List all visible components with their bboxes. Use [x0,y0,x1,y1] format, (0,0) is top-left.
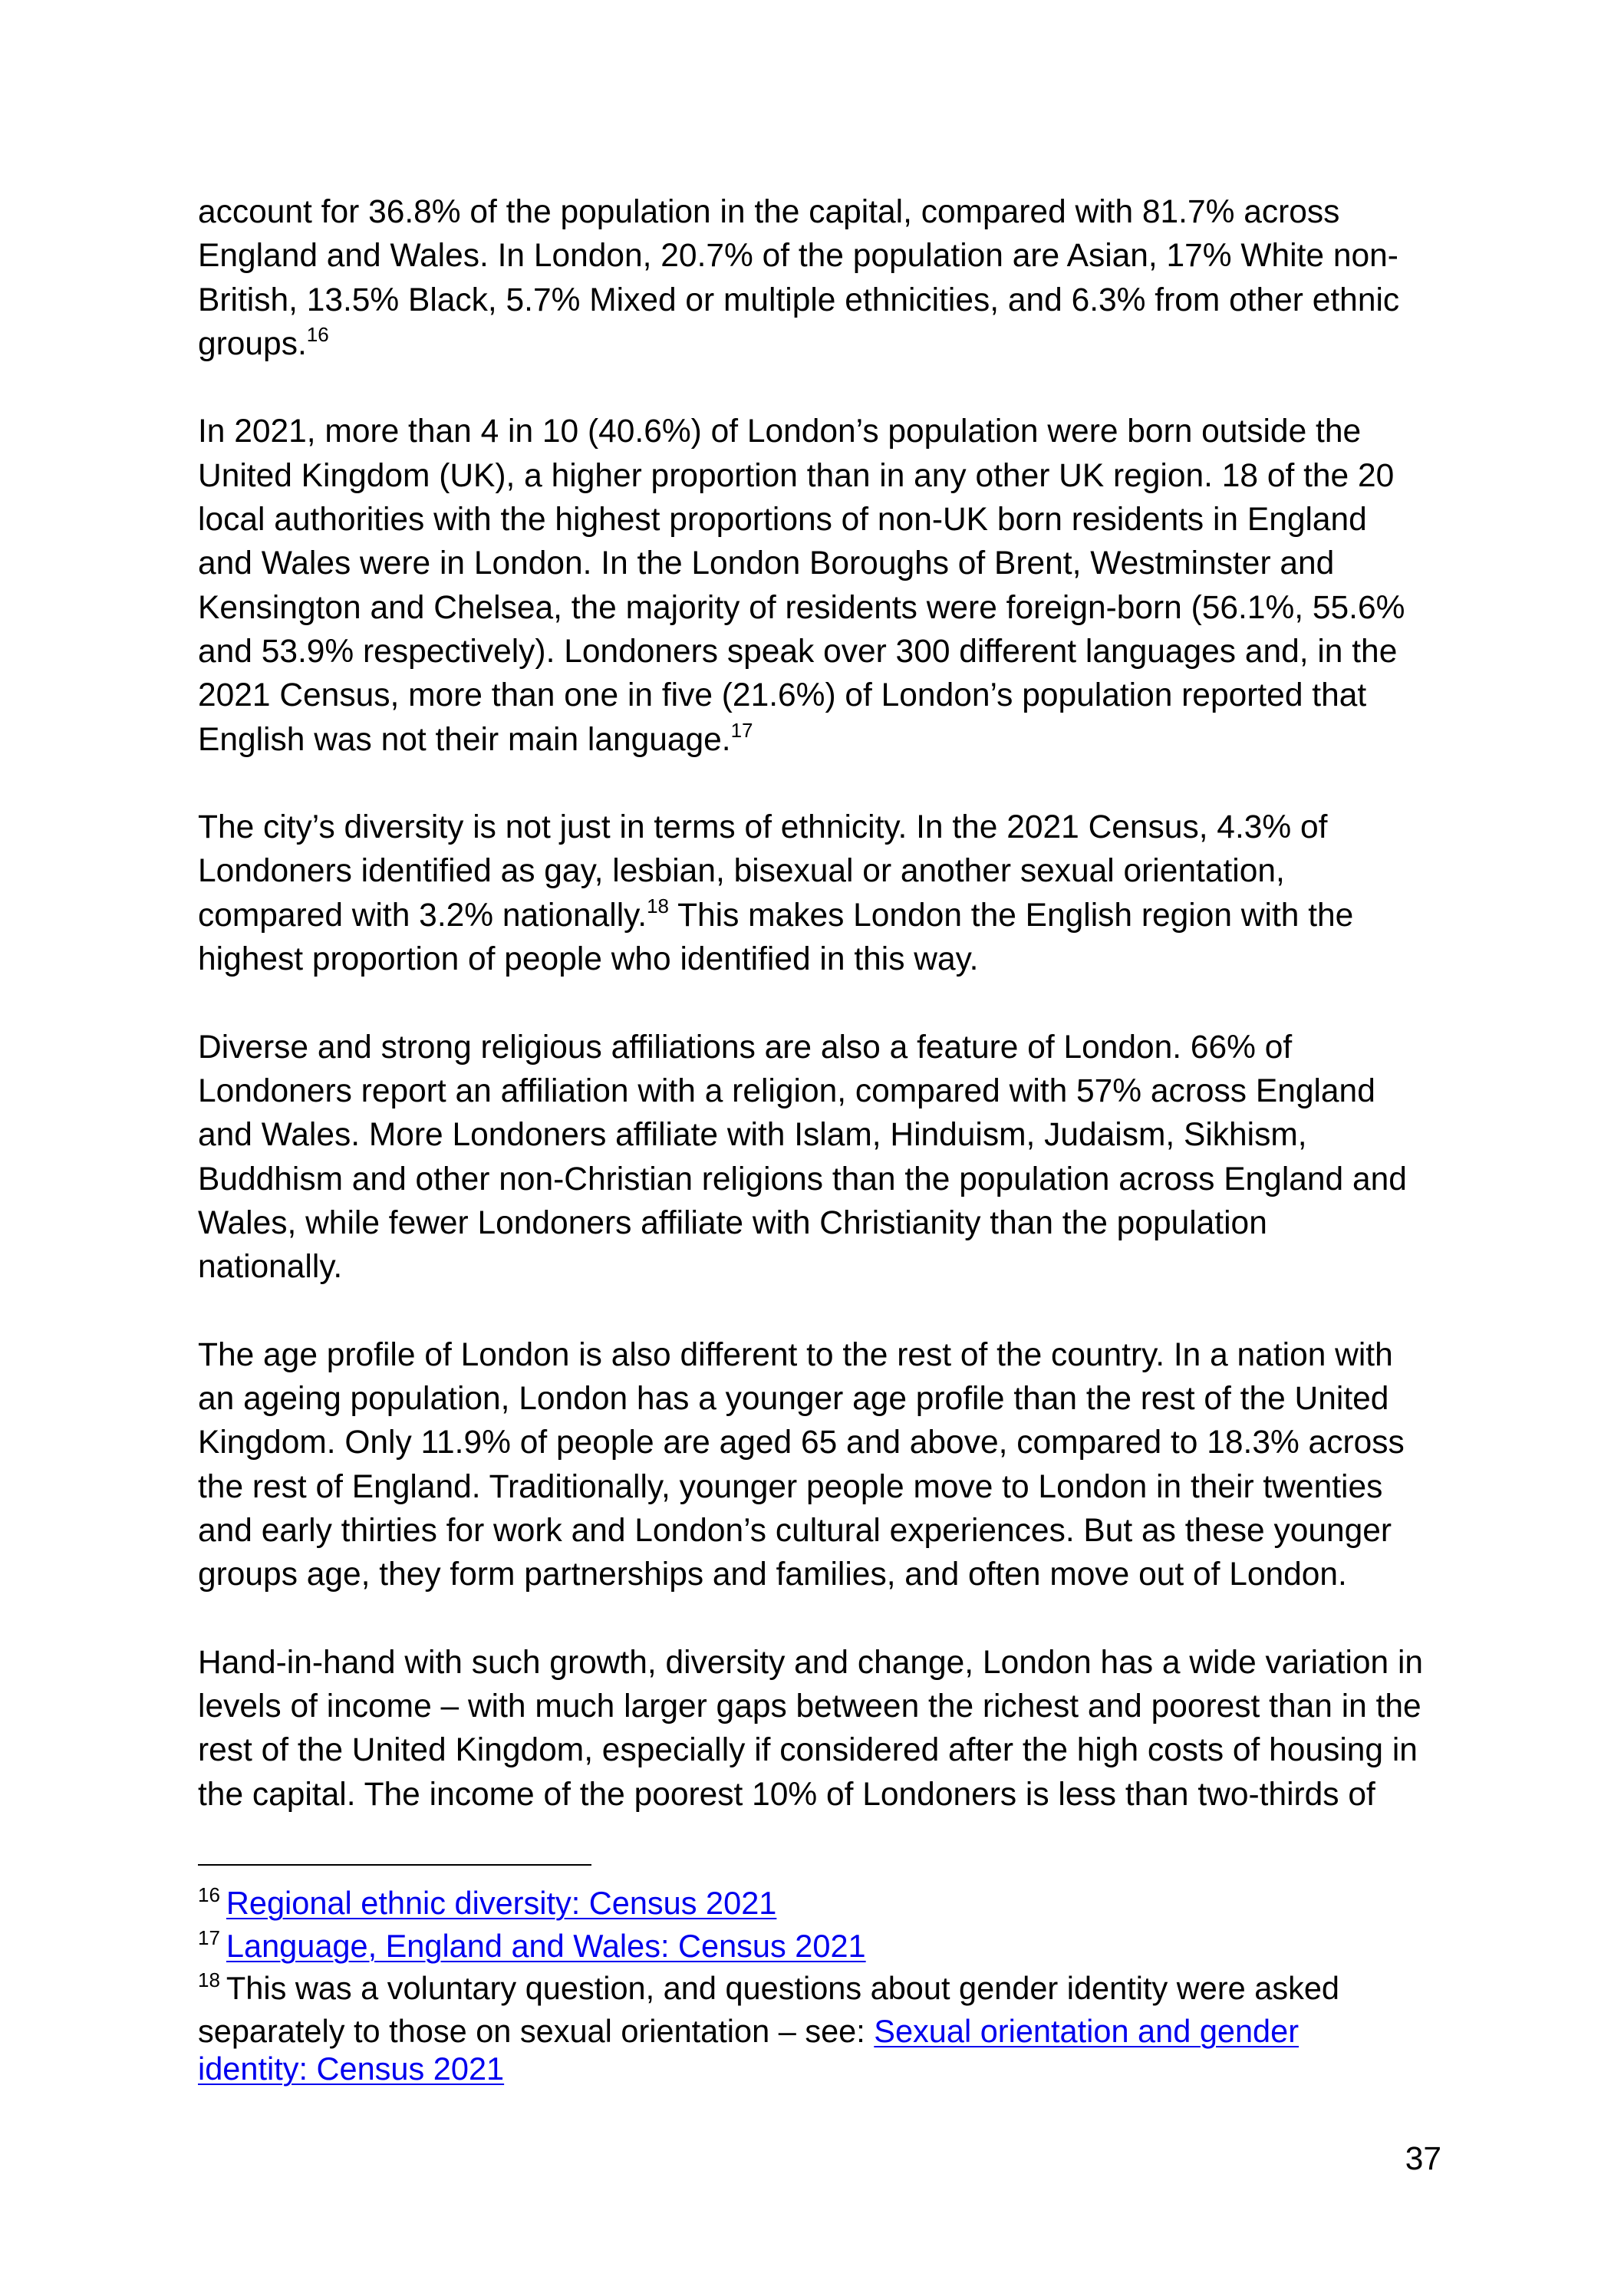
text-line: United Kingdom (UK), a higher proportion than in any other UK region. 18 of the 20 [198,457,1395,494]
text-line: account for 36.8% of the population in the capital, compared with 81.7% across [198,194,1340,230]
text-line: Kingdom. Only 11.9% of people are aged 65 and above, compared to 18.3% across [198,1425,1405,1461]
footnote-number: 18 [198,1968,220,1991]
text-line: Diverse and strong religious affiliations are also a feature of London. 66% of [198,1029,1293,1066]
text-segment: compared with 3.2% nationally. [198,897,647,934]
paragraph-religion [198,1026,1456,1290]
text-line: levels of income – with much larger gaps between the richest and poorest than in the [198,1688,1421,1725]
text-line: the rest of England. Traditionally, younger people move to London in their twenties [198,1468,1383,1505]
text-line: and early thirties for work and London’s cultural experiences. But as these younger [198,1512,1392,1549]
text-line: and Wales were in London. In the London Boroughs of Brent, Westminster and [198,545,1335,582]
text-line: British, 13.5% Black, 5.7% Mixed or multiple ethnicities, and 6.3% from other ethnic [198,282,1400,318]
text-line: 2021 Census, more than one in five (21.6%) of London’s population reported that [198,677,1367,714]
text-line: Kensington and Chelsea, the majority of residents were foreign-born (56.1%, 55.6% [198,589,1405,626]
footnote-link-sexual-orientation-cont[interactable]: identity: Census 2021 [198,2051,505,2087]
text-line: the capital. The income of the poorest 10% of Londoners is less than two-thirds of [198,1776,1375,1813]
text-line: local authorities with the highest proportions of non-UK born residents in England [198,502,1367,539]
footnote-16 [198,1884,1456,1927]
text-line: rest of the United Kingdom, especially if considered after the high costs of housing in [198,1732,1418,1769]
paragraph-sexual-orientation [198,805,1456,981]
text-line: Londoners identified as gay, lesbian, bisexual or another sexual orientation, [198,853,1285,890]
text-line: In 2021, more than 4 in 10 (40.6%) of London’s population were born outside the [198,413,1362,450]
text-line: groups age, they form partnerships and families, and often move out of London. [198,1556,1347,1593]
text-line: England and Wales. In London, 20.7% of the population are Asian, 17% White non- [198,238,1398,275]
text-line: Buddhism and other non-Christian religions than the population across England and [198,1161,1407,1197]
text-line: The city’s diversity is not just in terms of ethnicity. In the 2021 Census, 4.3% of [198,809,1328,846]
footnote-18 [198,1969,1456,2088]
text-line: nationally. [198,1249,343,1286]
text-line: highest proportion of people who identified in this way. [198,941,979,978]
text-line: Hand-in-hand with such growth, diversity and change, London has a wide variation in [198,1644,1424,1681]
text-line [198,322,1456,366]
footnote-17 [198,1927,1456,1970]
footnote-number: 17 [198,1925,220,1949]
text-segment: groups. [198,325,307,362]
text-line: an ageing population, London has a younger age profile than the rest of the United [198,1381,1389,1418]
footnote-text: This was a voluntary question, and questions about gender identity were asked [226,1970,1340,2006]
footnote-divider [198,1864,591,1866]
paragraph-age-profile [198,1333,1456,1597]
footnote-link-language[interactable]: Language, England and Wales: Census 2021 [226,1927,866,1964]
text-line [198,718,1456,762]
text-line [198,894,1456,937]
footnotes [198,1884,1456,2088]
footnote-link-regional-ethnic-diversity[interactable]: Regional ethnic diversity: Census 2021 [226,1885,777,1921]
paragraph-born-outside-uk [198,410,1456,761]
page-number: 37 [1405,2141,1441,2177]
footnote-ref-17[interactable]: 17 [730,718,753,742]
footnote-ref-18[interactable]: 18 [647,894,670,917]
text-line: The age profile of London is also different to the rest of the country. In a nation with [198,1336,1393,1373]
footnote-text: separately to those on sexual orientation – see: [198,2012,875,2049]
paragraph-ethnicity [198,190,1456,366]
body-text [198,190,1456,1860]
footnote-ref-16[interactable]: 16 [306,322,329,346]
text-line: Londoners report an affiliation with a religion, compared with 57% across England [198,1072,1375,1109]
text-line: and Wales. More Londoners affiliate with Islam, Hinduism, Judaism, Sikhism, [198,1117,1307,1154]
footnote-link-sexual-orientation[interactable]: Sexual orientation and gender [874,2012,1300,2049]
paragraph-income [198,1641,1456,1817]
text-segment: This makes London the English region with the [677,897,1354,934]
text-segment: English was not their main language. [198,721,731,758]
text-line: and 53.9% respectively). Londoners speak over 300 different languages and, in the [198,633,1398,670]
footnote-number: 16 [198,1883,220,1906]
text-line: Wales, while fewer Londoners affiliate with Christianity than the population [198,1204,1267,1241]
